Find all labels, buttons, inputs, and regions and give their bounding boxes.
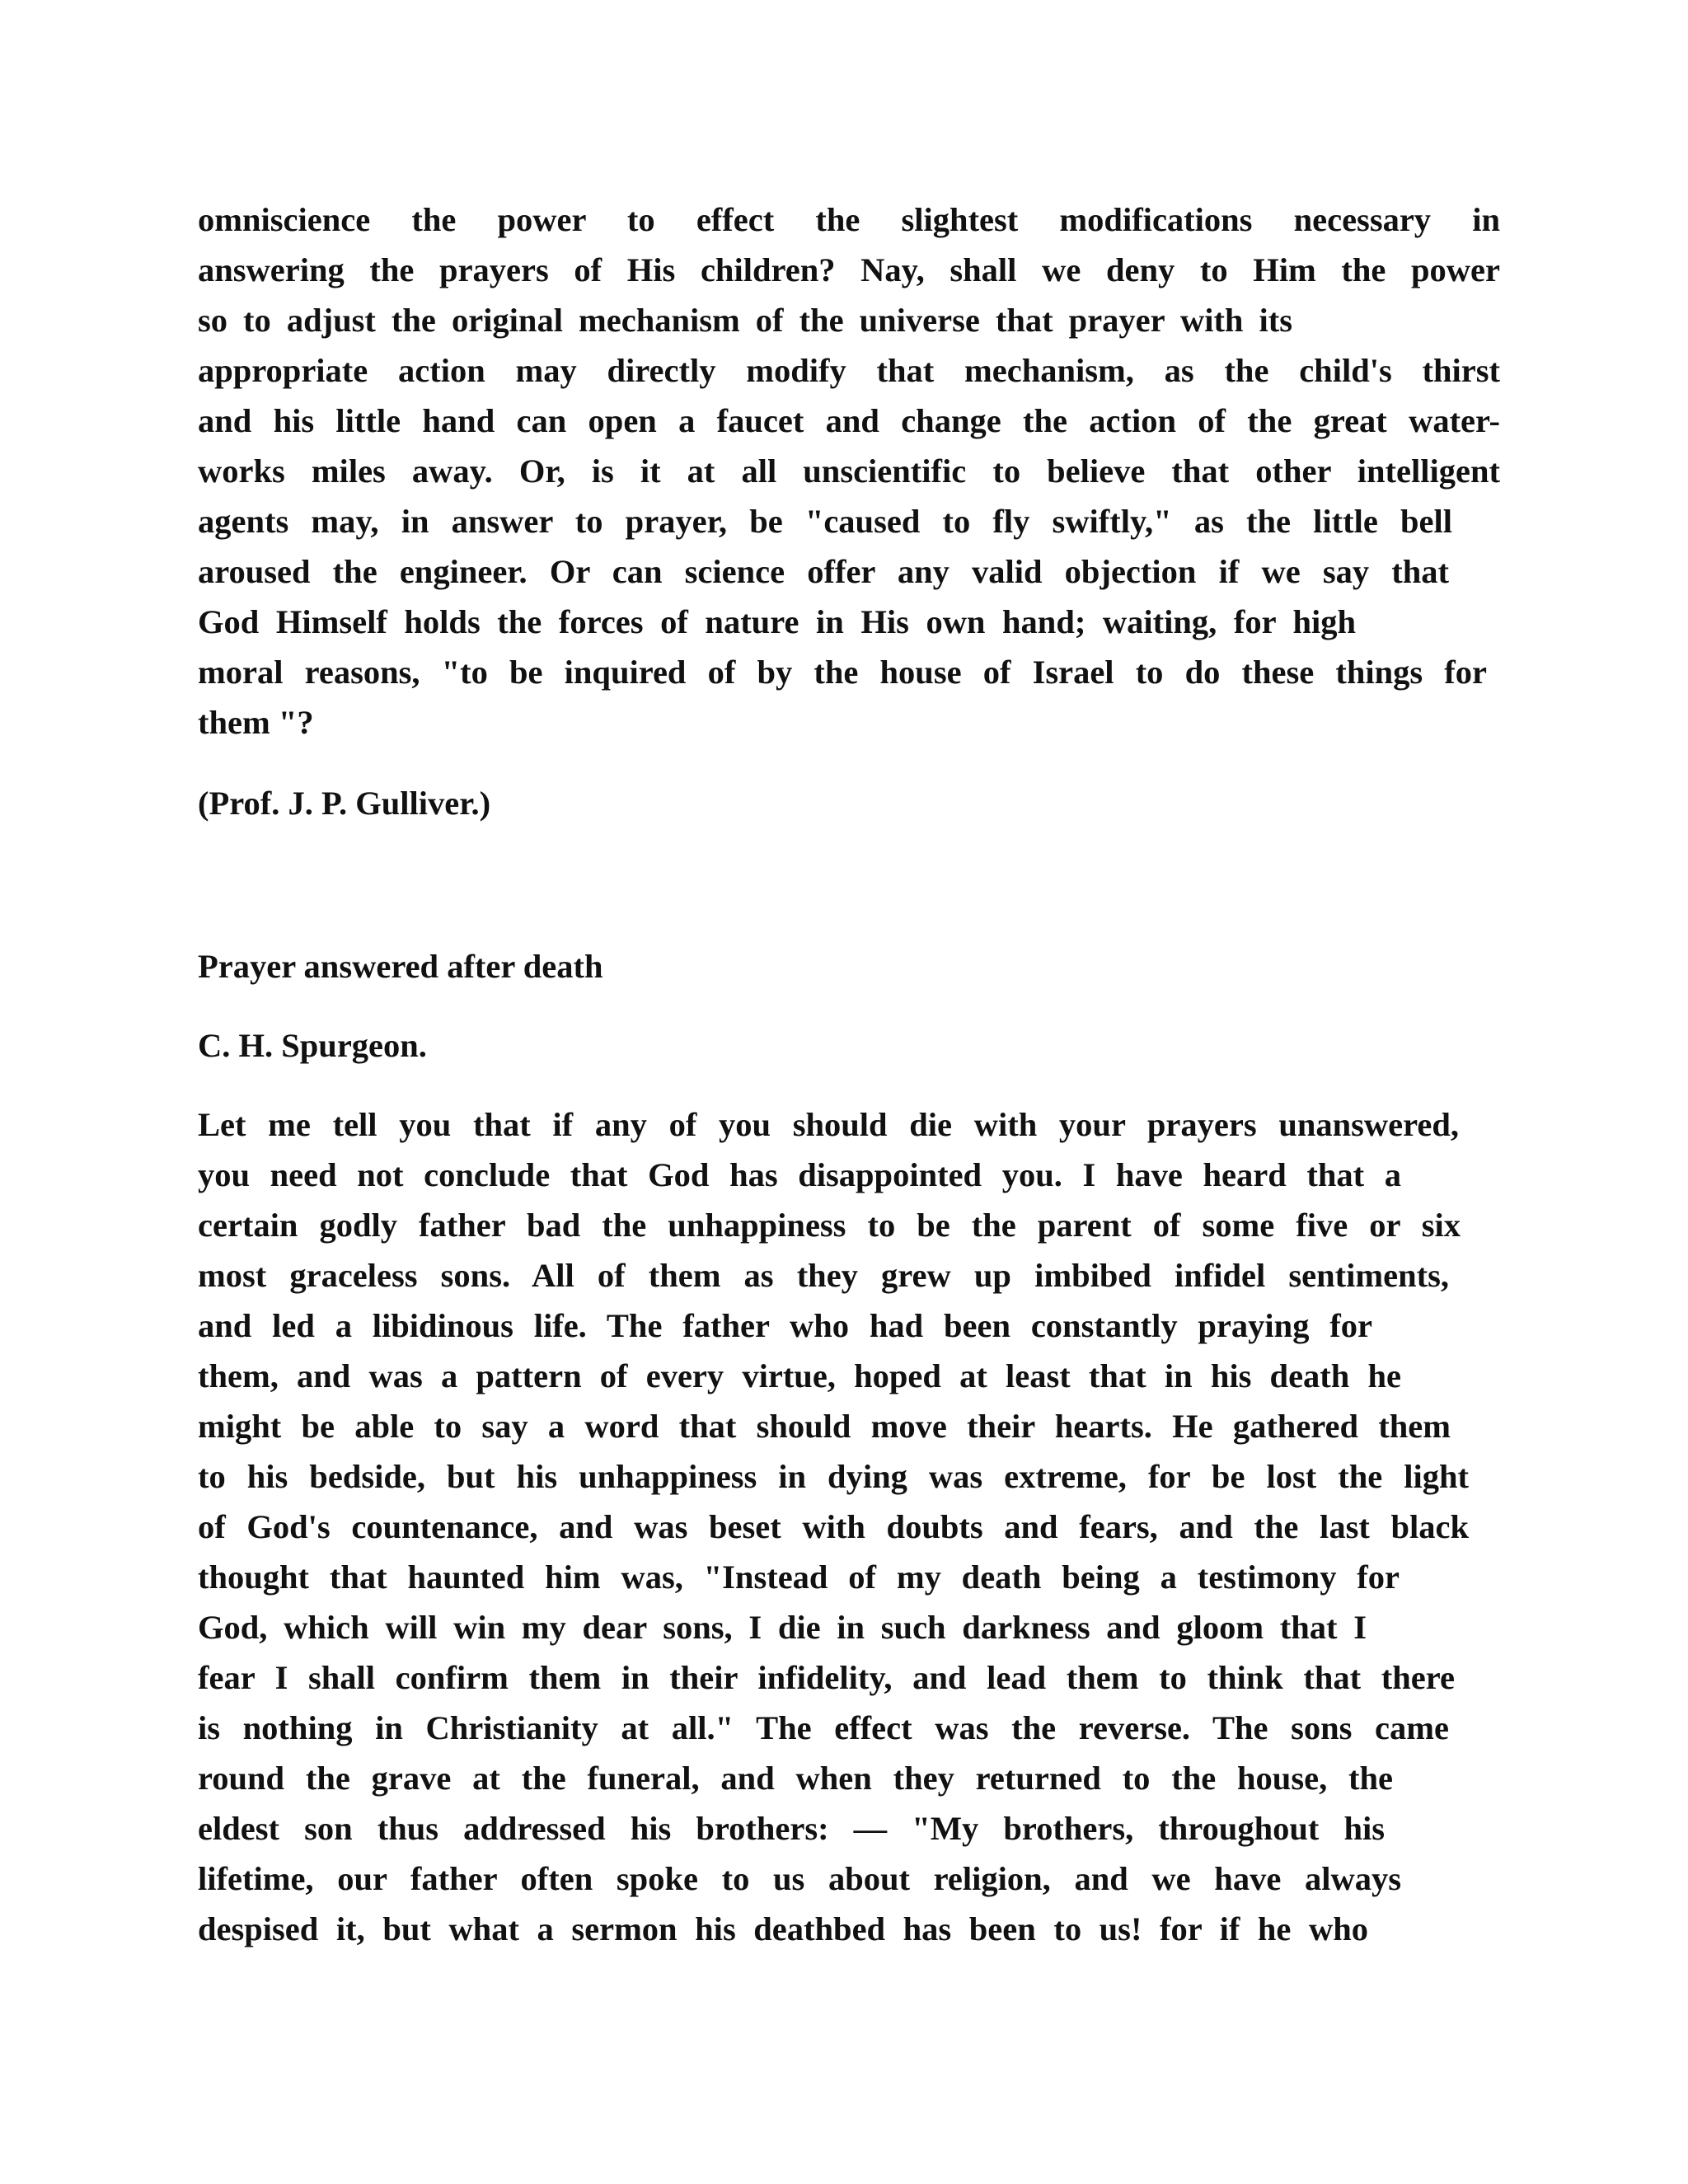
section-author: C. H. Spurgeon. xyxy=(198,1027,427,1064)
text-line: Let me tell you that if any of you should die with your prayers unanswered, xyxy=(198,1106,1459,1143)
paragraph-spurgeon xyxy=(198,1099,1500,1954)
attribution-gulliver: (Prof. J. P. Gulliver.) xyxy=(198,785,491,822)
text-line: despised it, but what a sermon his deathbed has been to us! for if he who xyxy=(198,1910,1368,1947)
text-line: works miles away. Or, is it at all unscientific to believe that other intelligent xyxy=(198,452,1500,490)
paragraph-gulliver xyxy=(198,194,1500,748)
text-line: is nothing in Christianity at all." The effect was the reverse. The sons came xyxy=(198,1709,1449,1746)
text-line: to his bedside, but his unhappiness in dying was extreme, for be lost the light xyxy=(198,1458,1469,1495)
text-line: God, which will win my dear sons, I die in such darkness and gloom that I xyxy=(198,1609,1367,1646)
text-line: you need not conclude that God has disappointed you. I have heard that a xyxy=(198,1156,1401,1193)
text-line: of God's countenance, and was beset with doubts and fears, and the last black xyxy=(198,1508,1469,1545)
section-title: Prayer answered after death xyxy=(198,948,603,985)
text-line: fear I shall confirm them in their infidelity, and lead them to think that there xyxy=(198,1659,1455,1696)
text-line: might be able to say a word that should move their hearts. He gathered them xyxy=(198,1408,1451,1445)
text-line: thought that haunted him was, "Instead of my death being a testimony for xyxy=(198,1558,1400,1596)
text-line: certain godly father bad the unhappiness to be the parent of some five or six xyxy=(198,1207,1461,1244)
text-line: answering the prayers of His children? Nay, shall we deny to Him the power xyxy=(198,251,1500,288)
text-line: moral reasons, "to be inquired of by the house of Israel to do these things for xyxy=(198,654,1487,691)
text-line: appropriate action may directly modify that mechanism, as the child's thirst xyxy=(198,352,1500,389)
text-line: eldest son thus addressed his brothers: — "My brothers, throughout his xyxy=(198,1810,1385,1847)
text-line: them, and was a pattern of every virtue, hoped at least that in his death he xyxy=(198,1357,1401,1394)
text-line: round the grave at the funeral, and when they returned to the house, the xyxy=(198,1760,1393,1797)
text-line: most graceless sons. All of them as they grew up imbibed infidel sentiments, xyxy=(198,1257,1449,1294)
text-line: and his little hand can open a faucet and change the action of the great water- xyxy=(198,402,1500,439)
text-line: them "? xyxy=(198,704,314,741)
text-line: aroused the engineer. Or can science offer any valid objection if we say that xyxy=(198,553,1449,590)
text-line: so to adjust the original mechanism of the universe that prayer with its xyxy=(198,302,1292,339)
text-line: omniscience the power to effect the slightest modifications necessary in xyxy=(198,201,1500,238)
text-line: and led a libidinous life. The father who had been constantly praying for xyxy=(198,1307,1372,1344)
text-line: God Himself holds the forces of nature in His own hand; waiting, for high xyxy=(198,603,1356,640)
text-line: agents may, in answer to prayer, be "caused to fly swiftly," as the little bell xyxy=(198,503,1452,540)
text-line: lifetime, our father often spoke to us about religion, and we have always xyxy=(198,1860,1401,1897)
